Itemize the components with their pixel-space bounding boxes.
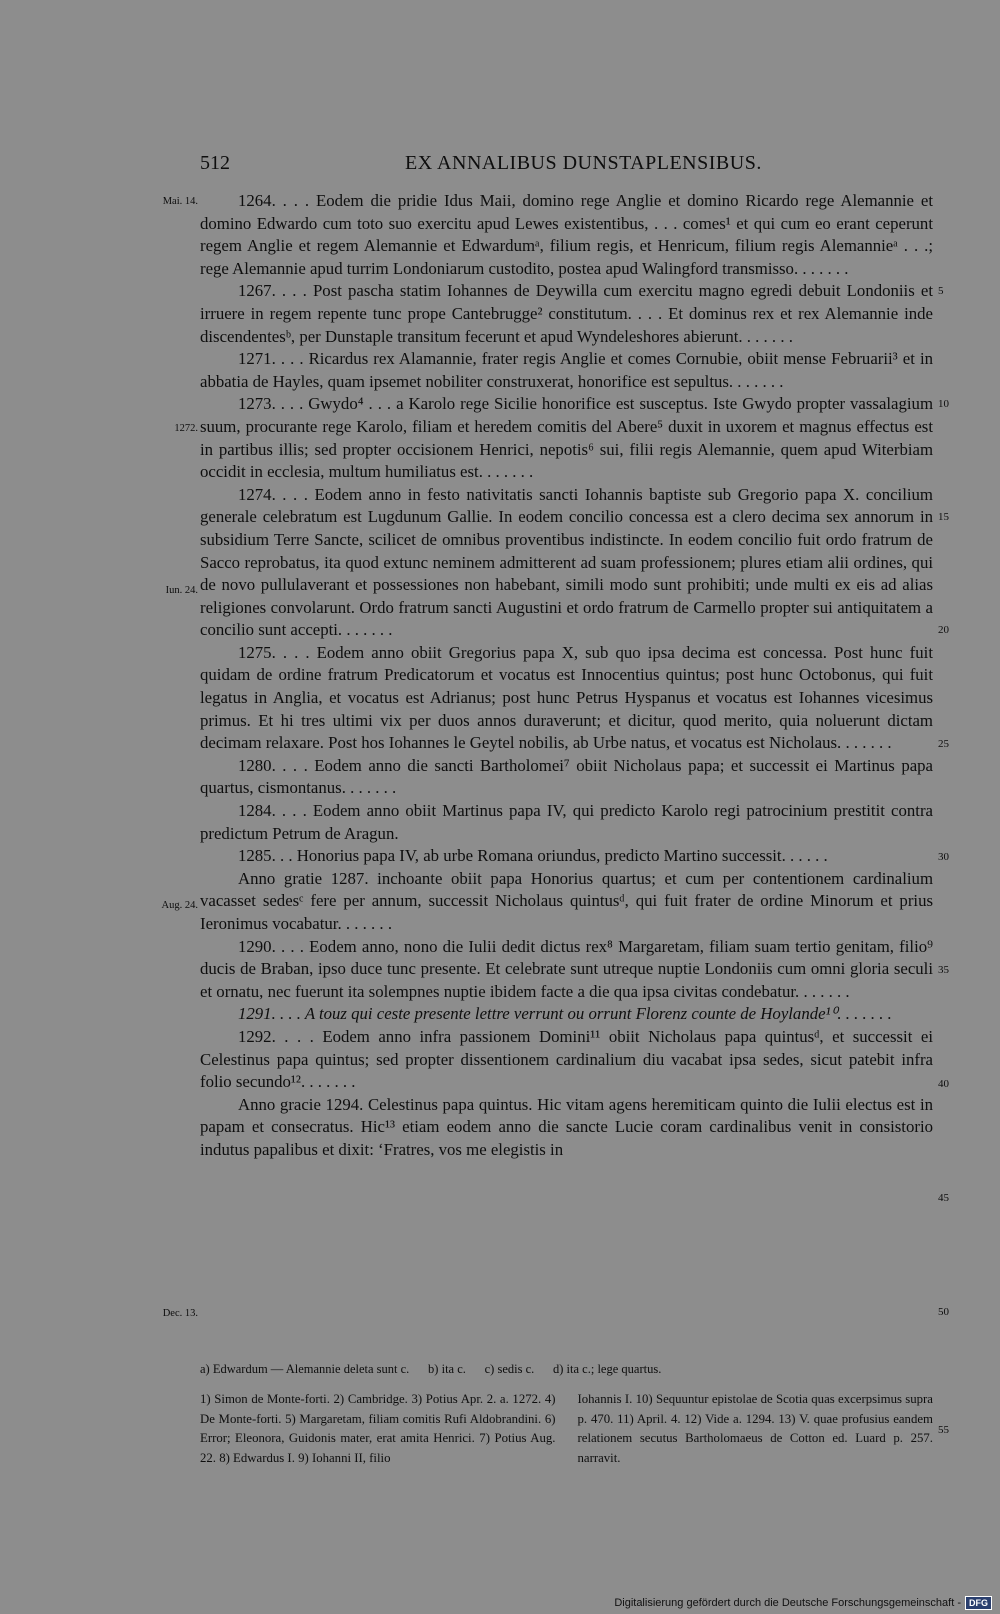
line-number: 5 (938, 285, 944, 297)
annal-entry-1264: 1264. . . . Eodem die pridie Idus Maii, domino rege Anglie et domino Ricardo rege Alemannie et domino Edwardo cum toto suo exercitu apud Lewes existentibus, . . . comes¹ et qui cum eo erant ceperunt regem Anglie et regem Alemannie et Edwardumᵃ, filium regis, et Henricum, filium regis Alemannieᵃ . . .; rege Alemannie apud turrim Londoniarum custodito, postea apud Walingford transmisso. . . . . . . (200, 191, 933, 278)
annal-entry-1275: 1275. . . . Eodem anno obiit Gregorius papa X, sub quo ipsa decima est concessa. Post hunc fuit quidam de ordine fratrum Predicatorum et vocatus est Innocentius quintus; post hunc Octobonus, qui fuit legatus in Anglia, et vocatus est Adrianus; post hunc Petrus Hyspanus et vocatus est Iohannes vicesimus primus. Et hi tres ultimi vix per duos annos duraverunt; et dicitur, quod merito, quia noluerunt dictam decimam relaxare. Post hos Iohannes le Geytel nobilis, ab Urbe natus, et vocatus est Nicholaus. . . . . . . (200, 642, 933, 753)
margin-date: 1272. (174, 423, 198, 434)
line-number: 20 (938, 624, 949, 636)
annal-entry-1274: 1274. . . . Eodem anno in festo nativitatis sancti Iohannis baptiste sub Gregorio papa X. concilium generale celebratum est Lugdunum Gallie. In eodem concilio concessa est a clero decima sex annorum in subsidium Terre Sancte, scilicet de omnibus proventibus indistincte. In eodem concilio fuit ordo fratrum de Sacco reprobatus, ita quod extunc neminem admitterent ad suam professionem; plures etiam alii ordines, qui de novo pullulaverant et possessiones non habebant, simili modo sunt prohibiti; unde multi ex eis ad alias religiones convolarunt. Ordo fratrum sancti Augustini et ordo fratrum de Carmello propter sui antiquitatem a concilio sunt accepti. . . . . . . (200, 484, 933, 640)
annal-entry-1284: 1284. . . . Eodem anno obiit Martinus papa IV, qui predicto Karolo regi patrocinium prestitit contra predictum Petrum de Aragun. (200, 801, 933, 843)
line-number: 10 (938, 398, 949, 410)
line-number: 55 (938, 1424, 949, 1436)
main-text (200, 190, 933, 1162)
annal-entry-1290: 1290. . . . Eodem anno, nono die Iulii dedit dictus rex⁸ Margaretam, filiam suam tertio genitam, filio⁹ ducis de Braban, ipso duce tunc presente. Et celebrate sunt utreque nuptie Londoniis cum omni gloria seculi et ornatu, nec fuerunt ita solempnes nuptie ibidem facte a die qua ipsa civitas condebatur. . . . . . . (200, 936, 933, 1001)
annal-entry-1267: 1267. . . . Post pascha statim Iohannes de Deywilla cum exercitu magno egredi debuit Londoniis et irruere in regem repente tunc prope Cantebrugge² constitutum. . . . Et dominus rex et rex Alemannie inde discendentesᵇ, per Dunstaple transitum fecerunt et apud Wyndeleshores abierunt. . . . . . . (200, 281, 933, 346)
line-number: 45 (938, 1192, 949, 1204)
page-number: 512 (200, 152, 230, 174)
annal-entry-1291: 1291. . . . A touz qui ceste presente lettre verrunt ou orrunt Florenz counte de Hoylande¹⁰. . . . . . . (238, 1004, 892, 1024)
margin-date: Mai. 14. (162, 196, 198, 207)
margin-date: Aug. 24. (161, 900, 198, 911)
page-header (0, 152, 1000, 178)
annal-entry-1280: 1280. . . . Eodem anno die sancti Bartholomei⁷ obiit Nicholaus papa; et successit ei Martinus papa quartus, cismontanus. . . . . . . (200, 755, 933, 798)
footnotes (200, 1390, 933, 1468)
footnote-block: 1) Simon de Monte-forti. 2) Cambridge. 3) Potius Apr. 2. a. 1272. 4) De Monte-forti. 5) Margaretam, filiam comitis Rufi Aldobrandini. 6) Error; Eleonora, Guidonis mater, erat amita Henrici. 7) Potius Aug. 22. 8) Edwardus I. 9) Iohanni II, filio (200, 1392, 556, 1465)
annal-entry-1292: 1292. . . . Eodem anno infra passionem Domini¹¹ obiit Nicholaus papa quintusᵈ, et successit ei Celestinus papa quintus; sed propter dissentionem cardinalium diu vacabat ipsa sedes, sicut patebit infra folio secundo¹². . . . . . . (200, 1026, 933, 1092)
line-number: 50 (938, 1306, 949, 1318)
credit-text: Digitalisierung gefördert durch die Deutsche Forschungsgemeinschaft - (614, 1597, 961, 1609)
textual-notes: a) Edwardum — Alemannie deleta sunt c. b) ita c. c) sedis c. d) ita c.; lege quartus. (200, 1362, 662, 1376)
line-number: 25 (938, 738, 949, 750)
dfg-logo-icon: DFG (965, 1596, 992, 1610)
annal-entry-1271: 1271. . . . Ricardus rex Alamannie, frater regis Anglie et comes Cornubie, obiit mense Februarii³ et in abbatia de Hayles, quam ipsemet nobiliter construxerat, honorifice est sepultus. . . . . . . (200, 349, 933, 391)
running-head: EX ANNALIBUS DUNSTAPLENSIBUS. (405, 152, 762, 174)
footnote-block: Iohannis I. 10) Sequuntur epistolae de Scotia quas excerpsimus supra p. 470. 11) April. 4. 12) Vide a. 1294. 13) V. quae profusius eandem relationem secutus Bartholomaeus de Cotton ed. Luard p. 257. narravit. (577, 1392, 933, 1465)
annal-entry-1273: 1273. . . . Gwydo⁴ . . . a Karolo rege Sicilie honorifice est susceptus. Iste Gwydo propter vassalagium suum, procurante rege Karolo, filiam et heredem comitis del Abere⁵ duxit in uxorem et magnus effectus est in partibus illis; sed propter occisionem Henrici, nepotis⁶ sui, filii regis Alemannie, quem apud Witerbiam occidit in ecclesia, multum humiliatus est. . . . . . . (200, 394, 933, 482)
line-number: 35 (938, 964, 949, 976)
line-number: 40 (938, 1078, 949, 1090)
margin-date: Iun. 24. (165, 585, 198, 596)
margin-date: Dec. 13. (162, 1308, 198, 1319)
line-number: 15 (938, 511, 949, 523)
digitization-credit (614, 1596, 992, 1610)
annal-entry-1294: Anno gracie 1294. Celestinus papa quintus. Hic vitam agens heremiticam quinto die Iulii electus est in papam et consecratus. Hic¹³ etiam eodem anno die sancte Lucie coram cardinalibus venit in consistorio indutus papalibus et dixit: ‘Fratres, vos me elegistis in (200, 1094, 933, 1159)
annal-entry-1287: Anno gratie 1287. inchoante obiit papa Honorius quartus; et cum per contentionem cardinalium vacasset sedesᶜ fere per annum, successit Nicholaus quintusᵈ, qui fuit frater de ordine Minorum et prius Ieronimus vocabatur. . . . . . . (200, 868, 933, 933)
annal-entry-1285: 1285. . . Honorius papa IV, ab urbe Romana oriundus, predicto Martino successit. . . . . . (238, 846, 828, 866)
line-number: 30 (938, 851, 949, 863)
